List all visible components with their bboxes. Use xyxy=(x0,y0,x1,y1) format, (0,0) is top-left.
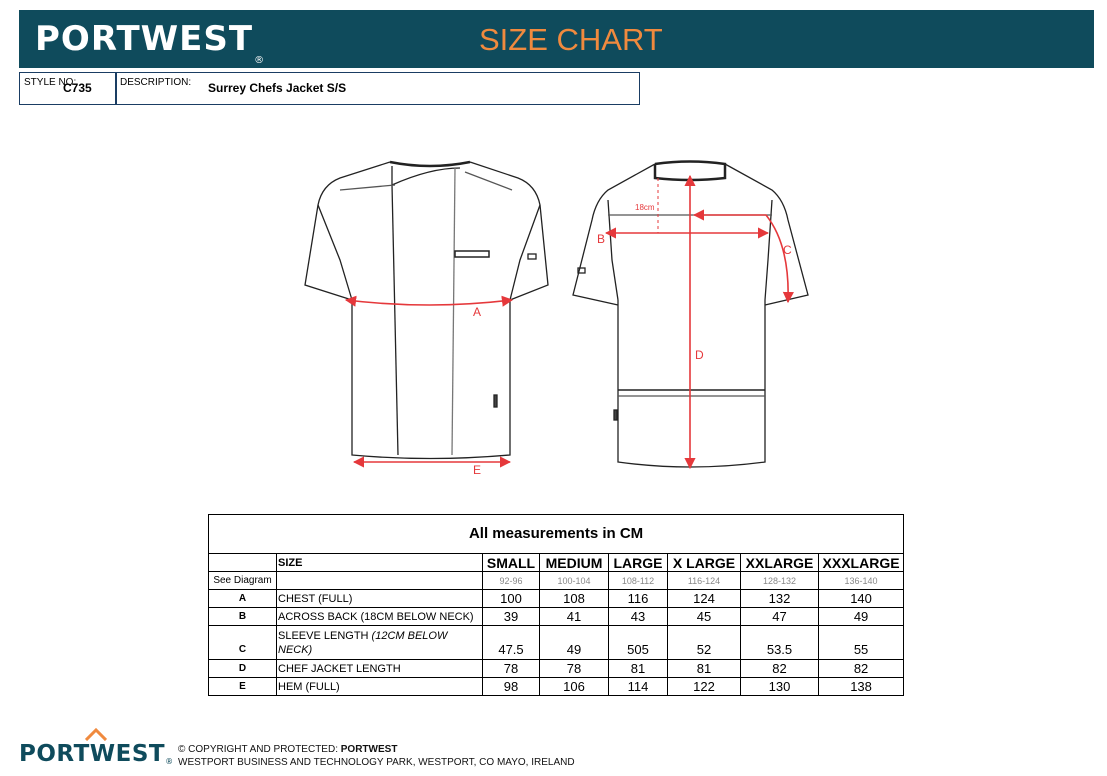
front-view xyxy=(305,162,548,459)
row-code: D xyxy=(209,660,277,678)
row-value: 124 xyxy=(668,590,741,608)
range-small: 92-96 xyxy=(483,572,540,590)
description-value: Surrey Chefs Jacket S/S xyxy=(208,81,347,95)
size-large: LARGE xyxy=(609,554,668,572)
size-small: SMALL xyxy=(483,554,540,572)
style-label: STYLE NO: xyxy=(24,77,77,88)
row-value: 81 xyxy=(668,660,741,678)
row-value: 52 xyxy=(668,626,741,660)
row-value: 122 xyxy=(668,678,741,696)
table-row xyxy=(209,660,904,678)
copyright-brand: PORTWEST xyxy=(340,744,398,755)
size-xxxlarge: XXXLARGE xyxy=(819,554,904,572)
row-description: CHEST (FULL) xyxy=(277,590,483,608)
row-value: 55 xyxy=(819,626,904,660)
table-row xyxy=(209,678,904,696)
row-description: ACROSS BACK (18CM BELOW NECK) xyxy=(277,608,483,626)
row-value: 116 xyxy=(609,590,668,608)
measure-label-e: E xyxy=(473,463,482,477)
style-value: C735 xyxy=(63,81,92,95)
size-medium: MEDIUM xyxy=(540,554,609,572)
table-row xyxy=(209,590,904,608)
row-value: 47 xyxy=(741,608,819,626)
row-description: SLEEVE LENGTH (12CM BELOW NECK) xyxy=(277,626,483,660)
header-blank xyxy=(209,554,277,572)
row-value: 82 xyxy=(741,660,819,678)
row-value: 78 xyxy=(483,660,540,678)
footer-address: WESTPORT BUSINESS AND TECHNOLOGY PARK, WESTPORT, CO MAYO, IRELAND xyxy=(178,757,575,768)
row-value: 505 xyxy=(609,626,668,660)
size-header-row xyxy=(209,554,904,572)
row-value: 49 xyxy=(540,626,609,660)
range-xxxlarge: 136-140 xyxy=(819,572,904,590)
measure-label-d: D xyxy=(695,348,704,362)
footer-logo xyxy=(19,741,174,767)
range-large: 108-112 xyxy=(609,572,668,590)
description-label: DESCRIPTION: xyxy=(120,77,192,88)
measure-label-c: C xyxy=(783,243,792,257)
page-title: SIZE CHART xyxy=(479,22,663,57)
row-value: 108 xyxy=(540,590,609,608)
row-value: 132 xyxy=(741,590,819,608)
row-value: 82 xyxy=(819,660,904,678)
row-description: HEM (FULL) xyxy=(277,678,483,696)
size-header-label: SIZE xyxy=(277,554,483,572)
row-value: 78 xyxy=(540,660,609,678)
see-diagram-label: See Diagram xyxy=(209,572,277,590)
footer-logo-text: PORTWEST xyxy=(19,741,166,767)
measure-label-b: B xyxy=(597,232,606,246)
row-value: 41 xyxy=(540,608,609,626)
logo-trademark: ® xyxy=(254,55,266,66)
row-code: E xyxy=(209,678,277,696)
row-value: 138 xyxy=(819,678,904,696)
size-x-large: X LARGE xyxy=(668,554,741,572)
chest-range-row xyxy=(209,572,904,590)
footer-copyright xyxy=(178,743,575,769)
table-row xyxy=(209,626,904,660)
footer-trademark: ® xyxy=(165,757,174,766)
range-xxlarge: 128-132 xyxy=(741,572,819,590)
logo-text: PORTWEST xyxy=(35,19,254,59)
row-value: 100 xyxy=(483,590,540,608)
row-description-italic: (12CM BELOW NECK) xyxy=(278,629,448,656)
row-value: 47.5 xyxy=(483,626,540,660)
range-x-large: 116-124 xyxy=(668,572,741,590)
range-medium: 100-104 xyxy=(540,572,609,590)
size-table xyxy=(208,514,904,696)
row-code: A xyxy=(209,590,277,608)
range-blank xyxy=(277,572,483,590)
measure-label-a: A xyxy=(473,305,482,319)
row-value: 130 xyxy=(741,678,819,696)
row-value: 39 xyxy=(483,608,540,626)
row-value: 106 xyxy=(540,678,609,696)
row-code: B xyxy=(209,608,277,626)
table-row xyxy=(209,608,904,626)
neck-offset-label: 18cm xyxy=(635,203,655,212)
row-description: CHEF JACKET LENGTH xyxy=(277,660,483,678)
row-code: C xyxy=(209,626,277,660)
row-value: 49 xyxy=(819,608,904,626)
logo-chevron-icon xyxy=(85,727,107,741)
row-value: 43 xyxy=(609,608,668,626)
row-value: 98 xyxy=(483,678,540,696)
row-value: 114 xyxy=(609,678,668,696)
size-xxlarge: XXLARGE xyxy=(741,554,819,572)
row-value: 140 xyxy=(819,590,904,608)
table-caption: All measurements in CM xyxy=(209,515,904,554)
row-value: 53.5 xyxy=(741,626,819,660)
copyright-prefix: © COPYRIGHT AND PROTECTED: xyxy=(178,744,338,755)
row-value: 45 xyxy=(668,608,741,626)
table-caption-row xyxy=(209,515,904,554)
row-value: 81 xyxy=(609,660,668,678)
